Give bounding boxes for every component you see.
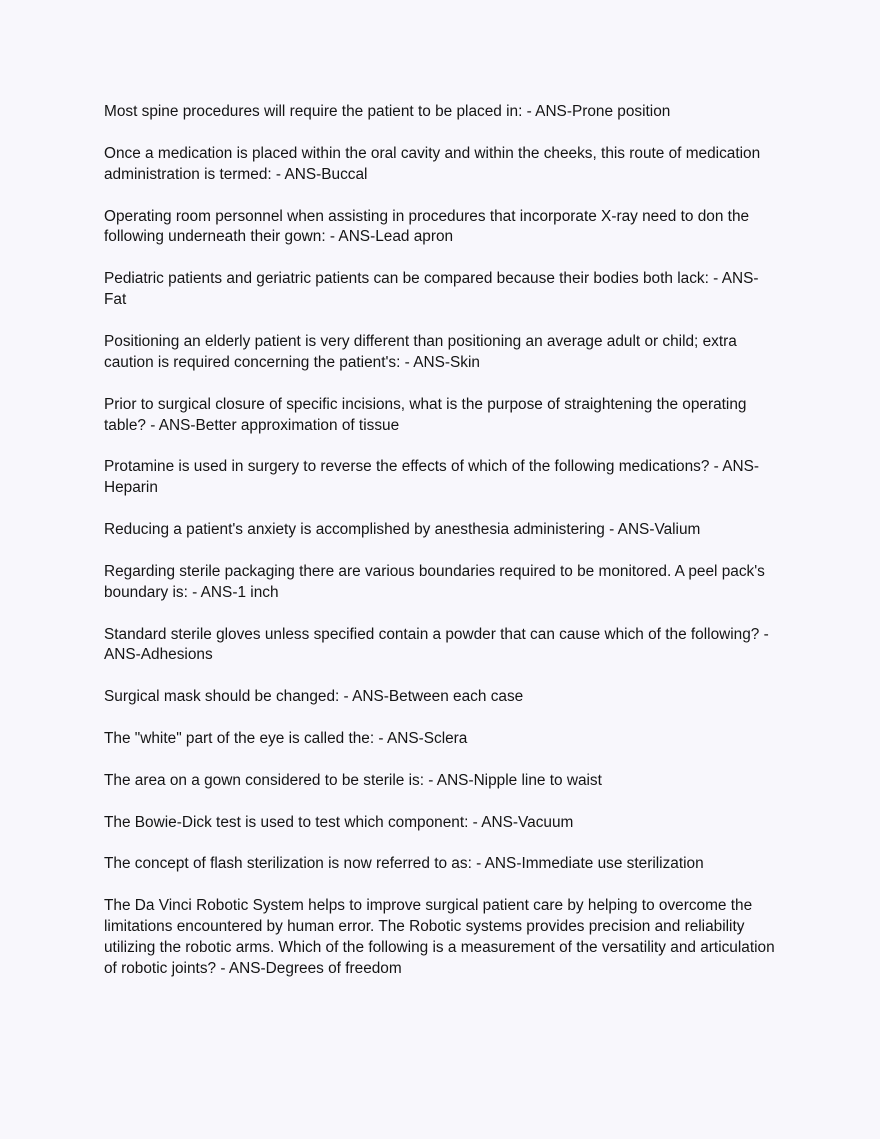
qa-item-buccal-route: Once a medication is placed within the oral cavity and within the cheeks, this route of medication administration is termed: - ANS-Buccal	[104, 144, 761, 183]
qa-item-flash-sterilization: The concept of flash sterilization is now referred to as: - ANS-Immediate use sterilization	[104, 855, 704, 873]
qa-item-sclera: The "white" part of the eye is called the: - ANS-Sclera	[104, 730, 468, 748]
qa-item-straightening-table: Prior to surgical closure of specific incisions, what is the purpose of straightening the operating table? - ANS-Better approximation of tissue	[104, 395, 747, 434]
qa-item-protamine: Protamine is used in surgery to reverse the effects of which of the following medications? - ANS-Heparin	[104, 458, 759, 497]
qa-item-spine-position: Most spine procedures will require the patient to be placed in: - ANS-Prone position	[104, 103, 671, 120]
qa-item-peel-pack: Regarding sterile packaging there are various boundaries required to be monitored. A peel pack's boundary is: - ANS-1 inch	[104, 562, 765, 601]
qa-item-surgical-mask: Surgical mask should be changed: - ANS-Between each case	[104, 688, 524, 706]
qa-item-bowie-dick: The Bowie-Dick test is used to test which component: - ANS-Vacuum	[104, 813, 574, 831]
qa-item-gloves-powder: Standard sterile gloves unless specified contain a powder that can cause which of the following? - ANS-Adhesions	[104, 625, 769, 664]
qa-item-lead-apron: Operating room personnel when assisting in procedures that incorporate X-ray need to don the following underneath their gown: - ANS-Lead apron	[104, 207, 750, 246]
qa-item-gown-sterile-area: The area on a gown considered to be sterile is: - ANS-Nipple line to waist	[104, 771, 602, 789]
qa-item-da-vinci: The Da Vinci Robotic System helps to improve surgical patient care by helping to overcome the limitations encountered by human error. The Robotic systems provides precision and reliability utilizing the robotic arms. Which of the following is a measurement of the versatility and articulation of robotic joints? - ANS-Degrees of freedom	[104, 897, 775, 977]
qa-list	[104, 102, 776, 1001]
qa-item-pediatric-geriatric: Pediatric patients and geriatric patients can be compared because their bodies both lack: - ANS-Fat	[104, 270, 759, 309]
qa-item-elderly-positioning: Positioning an elderly patient is very different than positioning an average adult or child; extra caution is required concerning the patient's: - ANS-Skin	[104, 332, 737, 371]
qa-item-anxiety: Reducing a patient's anxiety is accomplished by anesthesia administering - ANS-Valium	[104, 521, 701, 539]
